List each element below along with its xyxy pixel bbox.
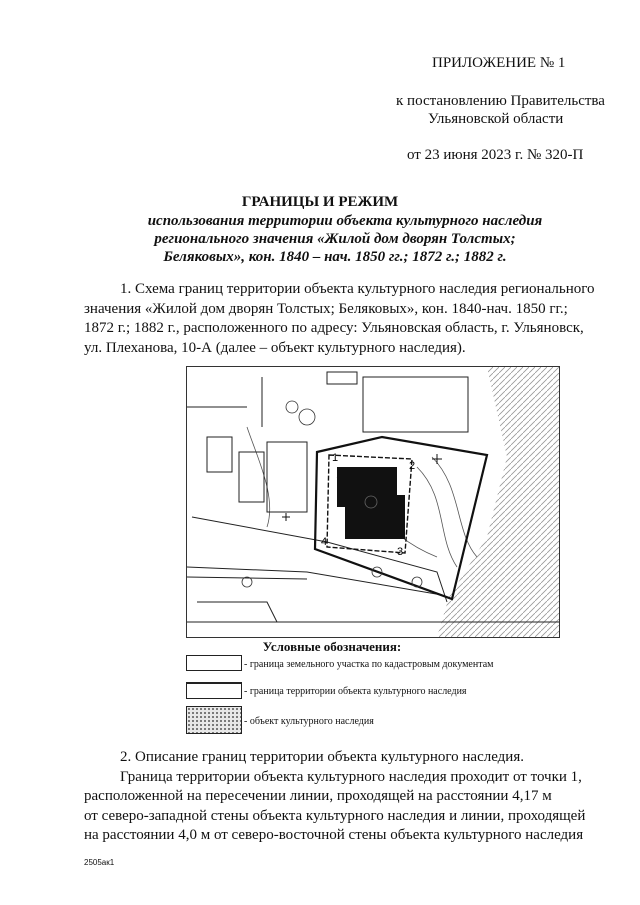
section-2-heading: 2. Описание границ территории объекта культурного наследия.: [120, 749, 524, 765]
document-subtitle-line2: регионального значения «Жилой дом дворян Толстых;: [154, 231, 516, 247]
map-point-1: 1: [332, 452, 339, 464]
appendix-label: ПРИЛОЖЕНИЕ № 1: [432, 55, 566, 71]
legend-label-territory: - граница территории объекта культурного наследия: [244, 686, 467, 697]
decree-reference-line1: к постановлению Правительства: [396, 93, 605, 109]
section-1-line2: значения «Жилой дом дворян Толстых; Беляковых», кон. 1840-нач. 1850 гг.;: [84, 300, 568, 317]
document-subtitle-line3: Беляковых», кон. 1840 – нач. 1850 гг.; 1872 г.; 1882 г.: [163, 249, 507, 265]
legend-label-cadastral: - граница земельного участка по кадастровым документам: [244, 659, 494, 670]
legend-label-object: - объект культурного наследия: [244, 716, 374, 727]
document-subtitle-line1: использования территории объекта культурного наследия: [147, 213, 543, 229]
document-title: ГРАНИЦЫ И РЕЖИМ: [241, 194, 399, 210]
section-2-line4: на расстоянии 4,0 м от северо-восточной стены объекта культурного наследия: [84, 827, 584, 843]
section-1-line1: 1. Схема границ территории объекта культурного наследия регионального: [120, 281, 595, 297]
map-drawing: [187, 367, 559, 637]
section-2-line1: Граница территории объекта культурного наследия проходит от точки 1,: [120, 768, 582, 785]
section-1-text: [84, 280, 610, 358]
section-1-line3: 1872 г.; 1882 г., расположенного по адресу: Ульяновская область, г. Ульяновск,: [84, 320, 584, 336]
heritage-object: [337, 467, 405, 539]
boundary-map: [186, 366, 560, 638]
legend-swatch-cadastral: [186, 655, 242, 671]
footer-code: 2505ак1: [84, 858, 115, 867]
map-point-3: 3: [397, 546, 404, 558]
legend-swatch-territory: [186, 682, 242, 699]
section-2-line2: расположенной на пересечении линии, проходящей на расстоянии 4,17 м: [84, 788, 552, 804]
decree-reference-line2: Ульяновской области: [428, 111, 564, 127]
section-1-line4: ул. Плеханова, 10-А (далее – объект культурного наследия).: [84, 339, 466, 356]
decree-date-number: от 23 июня 2023 г. № 320-П: [407, 147, 584, 163]
section-2-text: [84, 748, 610, 846]
section-2-line3: от северо-западной стены объекта культурного наследия и линии, проходящей: [84, 807, 586, 824]
legend-title: Условные обозначения:: [262, 639, 402, 654]
legend-swatch-object: [186, 706, 242, 734]
map-point-2: 2: [409, 460, 416, 472]
map-point-4: 4: [321, 536, 328, 548]
